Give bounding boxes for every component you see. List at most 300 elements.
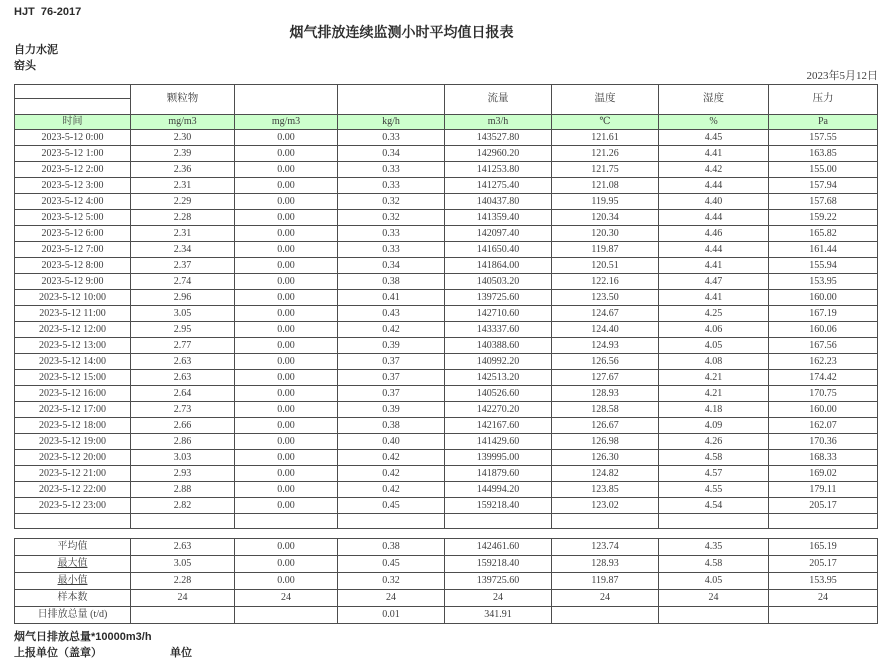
value-cell: 0.00	[235, 498, 338, 514]
value-cell: 160.06	[769, 322, 878, 338]
unit-cell: m3/h	[445, 115, 552, 130]
table-row	[15, 258, 878, 274]
time-cell: 2023-5-12 10:00	[15, 290, 131, 306]
value-cell: 2.31	[131, 226, 235, 242]
value-cell: 2.82	[131, 498, 235, 514]
value-cell: 141359.40	[445, 210, 552, 226]
footnote-total-flow: 烟气日排放总量*10000m3/h	[14, 631, 152, 643]
summary-value-cell: 153.95	[769, 573, 878, 590]
value-cell: 155.00	[769, 162, 878, 178]
summary-value-cell: 119.87	[552, 573, 659, 590]
summary-row	[15, 539, 878, 556]
table-row	[15, 466, 878, 482]
value-cell: 0.41	[338, 290, 445, 306]
value-cell: 0.00	[235, 306, 338, 322]
value-cell: 0.37	[338, 354, 445, 370]
table-row	[15, 290, 878, 306]
empty-cell	[131, 514, 235, 529]
value-cell: 3.05	[131, 306, 235, 322]
time-cell: 2023-5-12 4:00	[15, 194, 131, 210]
value-cell: 4.18	[659, 402, 769, 418]
summary-value-cell: 4.35	[659, 539, 769, 556]
value-cell: 0.00	[235, 354, 338, 370]
value-cell: 120.51	[552, 258, 659, 274]
time-cell: 2023-5-12 5:00	[15, 210, 131, 226]
time-cell: 2023-5-12 12:00	[15, 322, 131, 338]
value-cell: 128.93	[552, 386, 659, 402]
header-cell-group-6: 压力	[769, 85, 878, 115]
table-row	[15, 354, 878, 370]
time-cell: 2023-5-12 15:00	[15, 370, 131, 386]
value-cell: 124.82	[552, 466, 659, 482]
time-cell: 2023-5-12 16:00	[15, 386, 131, 402]
value-cell: 2.93	[131, 466, 235, 482]
value-cell: 0.32	[338, 194, 445, 210]
station-name: 窑头	[14, 60, 36, 72]
table-row	[15, 434, 878, 450]
summary-value-cell: 0.38	[338, 539, 445, 556]
report-date: 2023年5月12日	[806, 70, 878, 82]
time-header-cell: 时间	[15, 115, 131, 130]
time-cell: 2023-5-12 13:00	[15, 338, 131, 354]
value-cell: 2.64	[131, 386, 235, 402]
summary-value-cell: 3.05	[131, 556, 235, 573]
summary-label-cell: 最小值	[15, 573, 131, 590]
unit-cell: mg/m3	[131, 115, 235, 130]
header-cell-group-4: 温度	[552, 85, 659, 115]
summary-row	[15, 590, 878, 607]
value-cell: 168.33	[769, 450, 878, 466]
value-cell: 205.17	[769, 498, 878, 514]
value-cell: 160.00	[769, 402, 878, 418]
empty-cell	[659, 514, 769, 529]
table-row	[15, 498, 878, 514]
value-cell: 124.40	[552, 322, 659, 338]
value-cell: 4.21	[659, 370, 769, 386]
value-cell: 159.22	[769, 210, 878, 226]
summary-value-cell	[659, 607, 769, 624]
summary-label-cell: 日排放总量 (t/d)	[15, 607, 131, 624]
value-cell: 170.36	[769, 434, 878, 450]
value-cell: 0.42	[338, 482, 445, 498]
summary-row	[15, 556, 878, 573]
table-row	[15, 130, 878, 146]
value-cell: 122.16	[552, 274, 659, 290]
company-name: 自力水泥	[14, 44, 58, 56]
value-cell: 4.25	[659, 306, 769, 322]
summary-value-cell: 142461.60	[445, 539, 552, 556]
value-cell: 2.29	[131, 194, 235, 210]
value-cell: 169.02	[769, 466, 878, 482]
value-cell: 121.75	[552, 162, 659, 178]
value-cell: 0.42	[338, 450, 445, 466]
value-cell: 0.00	[235, 402, 338, 418]
spacer-cell	[15, 529, 878, 539]
value-cell: 2.36	[131, 162, 235, 178]
value-cell: 140526.60	[445, 386, 552, 402]
header-row-groups	[15, 85, 878, 99]
time-cell: 2023-5-12 6:00	[15, 226, 131, 242]
time-cell: 2023-5-12 9:00	[15, 274, 131, 290]
summary-value-cell: 0.45	[338, 556, 445, 573]
value-cell: 2.73	[131, 402, 235, 418]
value-cell: 0.45	[338, 498, 445, 514]
table-row	[15, 210, 878, 226]
value-cell: 4.55	[659, 482, 769, 498]
time-cell: 2023-5-12 8:00	[15, 258, 131, 274]
table-row	[15, 338, 878, 354]
value-cell: 142960.20	[445, 146, 552, 162]
time-cell: 2023-5-12 14:00	[15, 354, 131, 370]
summary-value-cell	[131, 607, 235, 624]
value-cell: 139995.00	[445, 450, 552, 466]
value-cell: 4.44	[659, 242, 769, 258]
value-cell: 140388.60	[445, 338, 552, 354]
value-cell: 141429.60	[445, 434, 552, 450]
value-cell: 121.26	[552, 146, 659, 162]
summary-label-cell: 最大值	[15, 556, 131, 573]
time-cell: 2023-5-12 2:00	[15, 162, 131, 178]
table-row	[15, 146, 878, 162]
value-cell: 140437.80	[445, 194, 552, 210]
summary-value-cell: 0.01	[338, 607, 445, 624]
value-cell: 4.46	[659, 226, 769, 242]
value-cell: 2.39	[131, 146, 235, 162]
value-cell: 0.39	[338, 338, 445, 354]
value-cell: 2.63	[131, 354, 235, 370]
page-title: 烟气排放连续监测小时平均值日报表	[289, 24, 514, 40]
value-cell: 167.56	[769, 338, 878, 354]
empty-row	[15, 514, 878, 529]
value-cell: 142513.20	[445, 370, 552, 386]
value-cell: 128.58	[552, 402, 659, 418]
value-cell: 0.00	[235, 322, 338, 338]
unit-cell: Pa	[769, 115, 878, 130]
time-cell: 2023-5-12 1:00	[15, 146, 131, 162]
standard-code: HJT 76-2017	[14, 6, 82, 18]
value-cell: 0.37	[338, 370, 445, 386]
value-cell: 0.00	[235, 386, 338, 402]
value-cell: 2.96	[131, 290, 235, 306]
value-cell: 143337.60	[445, 322, 552, 338]
value-cell: 4.47	[659, 274, 769, 290]
table-row	[15, 482, 878, 498]
value-cell: 163.85	[769, 146, 878, 162]
value-cell: 126.56	[552, 354, 659, 370]
value-cell: 0.00	[235, 370, 338, 386]
header-cell-group-0: 颗粒物	[131, 85, 235, 115]
value-cell: 0.33	[338, 226, 445, 242]
value-cell: 0.00	[235, 338, 338, 354]
table-row	[15, 242, 878, 258]
value-cell: 121.08	[552, 178, 659, 194]
value-cell: 4.54	[659, 498, 769, 514]
summary-value-cell: 0.00	[235, 556, 338, 573]
value-cell: 0.42	[338, 322, 445, 338]
value-cell: 0.00	[235, 226, 338, 242]
value-cell: 4.08	[659, 354, 769, 370]
summary-value-cell: 24	[445, 590, 552, 607]
table-row	[15, 226, 878, 242]
unit-label: 单位	[170, 647, 192, 659]
summary-row	[15, 607, 878, 624]
value-cell: 0.00	[235, 130, 338, 146]
summary-value-cell: 159218.40	[445, 556, 552, 573]
value-cell: 119.87	[552, 242, 659, 258]
value-cell: 170.75	[769, 386, 878, 402]
summary-value-cell: 24	[131, 590, 235, 607]
value-cell: 0.33	[338, 130, 445, 146]
value-cell: 139725.60	[445, 290, 552, 306]
time-cell: 2023-5-12 20:00	[15, 450, 131, 466]
summary-value-cell: 24	[659, 590, 769, 607]
time-cell: 2023-5-12 21:00	[15, 466, 131, 482]
value-cell: 127.67	[552, 370, 659, 386]
table-row	[15, 418, 878, 434]
value-cell: 141650.40	[445, 242, 552, 258]
value-cell: 0.00	[235, 146, 338, 162]
value-cell: 0.00	[235, 258, 338, 274]
value-cell: 143527.80	[445, 130, 552, 146]
value-cell: 2.86	[131, 434, 235, 450]
monitoring-table	[14, 84, 878, 624]
value-cell: 4.06	[659, 322, 769, 338]
value-cell: 123.85	[552, 482, 659, 498]
value-cell: 0.00	[235, 178, 338, 194]
value-cell: 0.00	[235, 210, 338, 226]
time-cell: 2023-5-12 11:00	[15, 306, 131, 322]
value-cell: 141275.40	[445, 178, 552, 194]
header-cell-group-2	[338, 85, 445, 115]
value-cell: 0.00	[235, 162, 338, 178]
value-cell: 4.58	[659, 450, 769, 466]
summary-value-cell: 24	[235, 590, 338, 607]
value-cell: 126.67	[552, 418, 659, 434]
value-cell: 0.00	[235, 434, 338, 450]
value-cell: 157.68	[769, 194, 878, 210]
value-cell: 2.74	[131, 274, 235, 290]
value-cell: 167.19	[769, 306, 878, 322]
value-cell: 141879.60	[445, 466, 552, 482]
value-cell: 4.09	[659, 418, 769, 434]
value-cell: 179.11	[769, 482, 878, 498]
value-cell: 0.33	[338, 162, 445, 178]
unit-cell: kg/h	[338, 115, 445, 130]
value-cell: 142167.60	[445, 418, 552, 434]
value-cell: 0.43	[338, 306, 445, 322]
value-cell: 162.23	[769, 354, 878, 370]
value-cell: 121.61	[552, 130, 659, 146]
table-row	[15, 322, 878, 338]
summary-value-cell: 205.17	[769, 556, 878, 573]
reporting-unit-label: 上报单位（盖章）	[14, 647, 102, 659]
value-cell: 142097.40	[445, 226, 552, 242]
value-cell: 4.40	[659, 194, 769, 210]
value-cell: 161.44	[769, 242, 878, 258]
empty-cell	[235, 514, 338, 529]
value-cell: 4.41	[659, 290, 769, 306]
value-cell: 2.28	[131, 210, 235, 226]
header-cell-blank	[15, 99, 131, 115]
value-cell: 123.02	[552, 498, 659, 514]
table-row	[15, 162, 878, 178]
value-cell: 0.34	[338, 146, 445, 162]
time-cell: 2023-5-12 3:00	[15, 178, 131, 194]
value-cell: 0.34	[338, 258, 445, 274]
summary-value-cell: 2.63	[131, 539, 235, 556]
value-cell: 155.94	[769, 258, 878, 274]
summary-value-cell: 341.91	[445, 607, 552, 624]
header-cell-blank	[15, 85, 131, 99]
time-cell: 2023-5-12 7:00	[15, 242, 131, 258]
summary-value-cell: 128.93	[552, 556, 659, 573]
value-cell: 157.94	[769, 178, 878, 194]
summary-value-cell: 165.19	[769, 539, 878, 556]
value-cell: 0.42	[338, 466, 445, 482]
value-cell: 4.41	[659, 258, 769, 274]
header-cell-group-3: 流量	[445, 85, 552, 115]
empty-cell	[15, 514, 131, 529]
value-cell: 0.38	[338, 418, 445, 434]
empty-cell	[445, 514, 552, 529]
time-cell: 2023-5-12 23:00	[15, 498, 131, 514]
table-row	[15, 274, 878, 290]
header-cell-group-5: 湿度	[659, 85, 769, 115]
value-cell: 0.00	[235, 466, 338, 482]
unit-cell: ℃	[552, 115, 659, 130]
value-cell: 4.45	[659, 130, 769, 146]
value-cell: 2.30	[131, 130, 235, 146]
value-cell: 162.07	[769, 418, 878, 434]
summary-value-cell: 0.00	[235, 573, 338, 590]
time-cell: 2023-5-12 22:00	[15, 482, 131, 498]
summary-value-cell: 2.28	[131, 573, 235, 590]
value-cell: 0.00	[235, 274, 338, 290]
value-cell: 0.40	[338, 434, 445, 450]
summary-value-cell: 139725.60	[445, 573, 552, 590]
value-cell: 2.77	[131, 338, 235, 354]
table-row	[15, 450, 878, 466]
summary-value-cell	[769, 607, 878, 624]
value-cell: 120.30	[552, 226, 659, 242]
empty-cell	[769, 514, 878, 529]
value-cell: 0.00	[235, 290, 338, 306]
summary-value-cell: 4.58	[659, 556, 769, 573]
unit-cell: mg/m3	[235, 115, 338, 130]
value-cell: 4.26	[659, 434, 769, 450]
value-cell: 2.66	[131, 418, 235, 434]
table-row	[15, 178, 878, 194]
value-cell: 140992.20	[445, 354, 552, 370]
value-cell: 157.55	[769, 130, 878, 146]
value-cell: 140503.20	[445, 274, 552, 290]
value-cell: 2.95	[131, 322, 235, 338]
value-cell: 123.50	[552, 290, 659, 306]
summary-value-cell: 123.74	[552, 539, 659, 556]
value-cell: 141253.80	[445, 162, 552, 178]
value-cell: 142270.20	[445, 402, 552, 418]
unit-row	[15, 115, 878, 130]
value-cell: 159218.40	[445, 498, 552, 514]
summary-label-cell: 平均值	[15, 539, 131, 556]
table-row	[15, 306, 878, 322]
value-cell: 4.44	[659, 178, 769, 194]
summary-value-cell	[235, 607, 338, 624]
value-cell: 4.44	[659, 210, 769, 226]
value-cell: 160.00	[769, 290, 878, 306]
spacer-row	[15, 529, 878, 539]
value-cell: 120.34	[552, 210, 659, 226]
value-cell: 2.34	[131, 242, 235, 258]
table-row	[15, 370, 878, 386]
time-cell: 2023-5-12 17:00	[15, 402, 131, 418]
value-cell: 0.00	[235, 450, 338, 466]
value-cell: 0.38	[338, 274, 445, 290]
value-cell: 2.88	[131, 482, 235, 498]
value-cell: 0.00	[235, 194, 338, 210]
empty-cell	[552, 514, 659, 529]
value-cell: 174.42	[769, 370, 878, 386]
value-cell: 2.31	[131, 178, 235, 194]
table-row	[15, 386, 878, 402]
value-cell: 126.30	[552, 450, 659, 466]
value-cell: 4.57	[659, 466, 769, 482]
time-cell: 2023-5-12 18:00	[15, 418, 131, 434]
summary-value-cell: 0.32	[338, 573, 445, 590]
value-cell: 4.41	[659, 146, 769, 162]
summary-value-cell: 24	[338, 590, 445, 607]
summary-value-cell: 24	[769, 590, 878, 607]
value-cell: 2.63	[131, 370, 235, 386]
summary-row	[15, 573, 878, 590]
value-cell: 165.82	[769, 226, 878, 242]
value-cell: 0.33	[338, 242, 445, 258]
value-cell: 142710.60	[445, 306, 552, 322]
value-cell: 0.37	[338, 386, 445, 402]
value-cell: 4.21	[659, 386, 769, 402]
value-cell: 0.33	[338, 178, 445, 194]
value-cell: 2.37	[131, 258, 235, 274]
value-cell: 0.00	[235, 482, 338, 498]
value-cell: 3.03	[131, 450, 235, 466]
summary-value-cell: 24	[552, 590, 659, 607]
empty-cell	[338, 514, 445, 529]
summary-value-cell	[552, 607, 659, 624]
time-cell: 2023-5-12 0:00	[15, 130, 131, 146]
table-body	[15, 85, 878, 624]
value-cell: 0.32	[338, 210, 445, 226]
value-cell: 124.67	[552, 306, 659, 322]
value-cell: 0.00	[235, 242, 338, 258]
value-cell: 144994.20	[445, 482, 552, 498]
value-cell: 126.98	[552, 434, 659, 450]
value-cell: 4.42	[659, 162, 769, 178]
time-cell: 2023-5-12 19:00	[15, 434, 131, 450]
value-cell: 153.95	[769, 274, 878, 290]
header-cell-group-1	[235, 85, 338, 115]
value-cell: 0.39	[338, 402, 445, 418]
value-cell: 141864.00	[445, 258, 552, 274]
value-cell: 4.05	[659, 338, 769, 354]
summary-value-cell: 4.05	[659, 573, 769, 590]
summary-label-cell: 样本数	[15, 590, 131, 607]
table-row	[15, 402, 878, 418]
summary-value-cell: 0.00	[235, 539, 338, 556]
value-cell: 0.00	[235, 418, 338, 434]
unit-cell: %	[659, 115, 769, 130]
value-cell: 124.93	[552, 338, 659, 354]
table-row	[15, 194, 878, 210]
